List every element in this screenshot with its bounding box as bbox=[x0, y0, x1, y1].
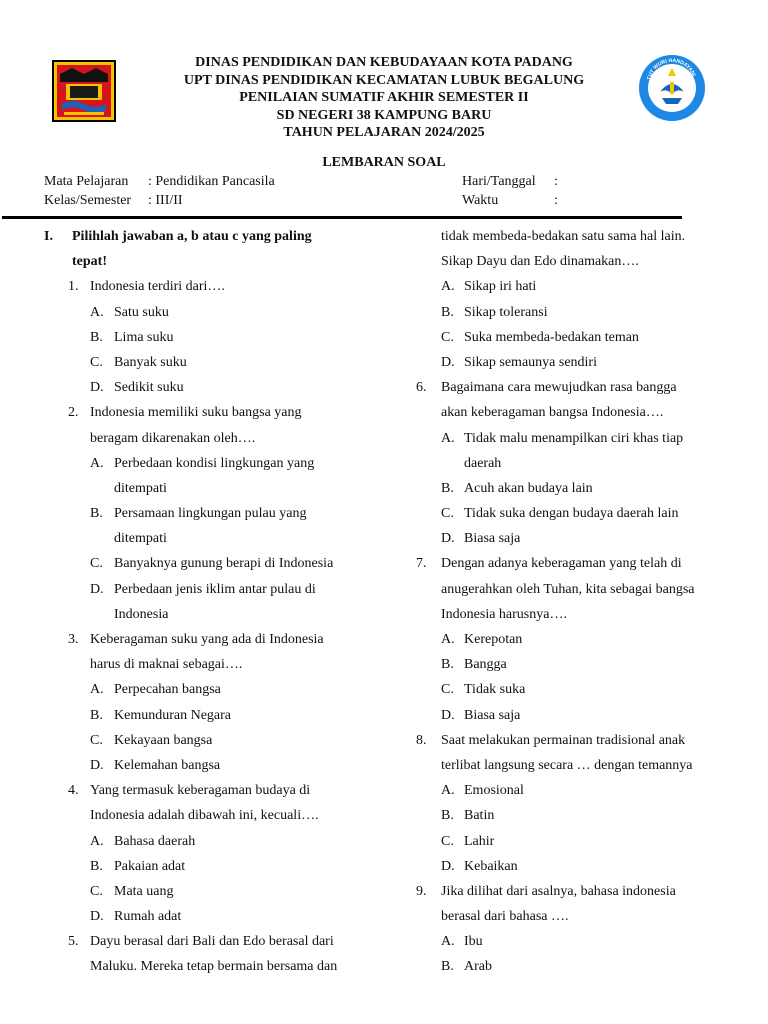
question-number: 7. bbox=[416, 556, 427, 572]
option-letter: B. bbox=[441, 480, 454, 496]
question-6 bbox=[416, 375, 746, 400]
question-5 bbox=[44, 929, 384, 954]
option-text: Acuh akan budaya lain bbox=[464, 480, 593, 496]
option-text: Emosional bbox=[464, 783, 524, 799]
question-text: akan keberagaman bangsa Indonesia…. bbox=[441, 405, 664, 421]
option bbox=[44, 854, 384, 879]
class-label: Kelas/Semester bbox=[44, 193, 132, 208]
option-letter: C. bbox=[90, 354, 103, 370]
question-text: Indonesia harusnya…. bbox=[441, 606, 567, 622]
question-3 bbox=[44, 627, 384, 652]
option-letter: A. bbox=[441, 783, 455, 799]
option-letter: C. bbox=[90, 883, 103, 899]
option-text: Kemunduran Negara bbox=[114, 707, 232, 723]
option-text: Kelemahan bangsa bbox=[114, 757, 221, 773]
emblem-text: TUT WURI HANDAYANI bbox=[646, 57, 697, 81]
question-text: Yang termasuk keberagaman budaya di bbox=[90, 783, 311, 799]
option-letter: A. bbox=[90, 682, 104, 698]
option bbox=[44, 829, 384, 854]
question-text: tidak membeda-bedakan satu sama hal lain. bbox=[441, 229, 686, 244]
question-text: anugerahkan oleh Tuhan, kita sebagai bangsa bbox=[441, 581, 695, 597]
option-text: Sikap toleransi bbox=[464, 304, 548, 320]
option-letter: D. bbox=[441, 858, 455, 874]
question-text-cont bbox=[44, 803, 384, 828]
question-text: Indonesia terdiri dari…. bbox=[90, 279, 225, 295]
option-letter: A. bbox=[90, 833, 104, 849]
time-value: : bbox=[554, 193, 558, 208]
letterhead bbox=[140, 54, 628, 142]
option-letter: A. bbox=[441, 934, 455, 950]
question-text: Dengan adanya keberagaman yang telah di bbox=[441, 556, 682, 572]
option-text: Bahasa daerah bbox=[114, 833, 196, 849]
question-text-cont bbox=[44, 954, 384, 979]
option-letter: A. bbox=[441, 279, 455, 295]
option bbox=[416, 325, 746, 350]
option-text: Kekayaan bangsa bbox=[114, 732, 213, 748]
option bbox=[44, 728, 384, 753]
question-number: 8. bbox=[416, 732, 427, 748]
option-letter: C. bbox=[441, 682, 454, 698]
question-text: Jika dilihat dari asalnya, bahasa indonesia bbox=[441, 883, 676, 899]
question-number: 6. bbox=[416, 380, 427, 396]
option bbox=[416, 829, 746, 854]
option-letter: D. bbox=[90, 581, 104, 597]
question-1 bbox=[44, 274, 384, 299]
question-text-cont bbox=[416, 249, 746, 274]
question-text: terlibat langsung secara … dengan temannya bbox=[441, 757, 693, 773]
option-letter: C. bbox=[90, 732, 103, 748]
meta-left bbox=[44, 172, 275, 210]
question-number: 5. bbox=[68, 934, 79, 950]
option-letter: D. bbox=[441, 531, 455, 547]
option-text: Banyaknya gunung berapi di Indonesia bbox=[114, 556, 334, 572]
question-text-cont bbox=[416, 400, 746, 425]
question-text: Keberagaman suku yang ada di Indonesia bbox=[90, 632, 324, 647]
option-cont bbox=[416, 451, 746, 476]
question-8 bbox=[416, 728, 746, 753]
subject-label: Mata Pelajaran bbox=[44, 174, 129, 189]
option-text: Banyak suku bbox=[114, 354, 187, 370]
option bbox=[416, 803, 746, 828]
option-letter: B. bbox=[90, 329, 103, 345]
question-text-cont bbox=[44, 426, 384, 451]
option-text: Lima suku bbox=[114, 329, 174, 345]
option-text: Lahir bbox=[464, 833, 495, 849]
option-text: ditempati bbox=[114, 531, 167, 547]
question-number: 2. bbox=[68, 405, 79, 421]
question-text: Bagaimana cara mewujudkan rasa bangga bbox=[441, 380, 677, 396]
option-letter: B. bbox=[441, 304, 454, 320]
option-text: Batin bbox=[464, 808, 495, 824]
right-column bbox=[416, 224, 746, 980]
option bbox=[416, 501, 746, 526]
option-text: Kerepotan bbox=[464, 632, 523, 647]
option bbox=[44, 350, 384, 375]
option-letter: B. bbox=[90, 858, 103, 874]
question-text: Sikap Dayu dan Edo dinamakan…. bbox=[441, 254, 639, 270]
question-7 bbox=[416, 551, 746, 576]
option-letter: B. bbox=[441, 959, 454, 975]
option bbox=[416, 426, 746, 451]
option-letter: B. bbox=[90, 707, 103, 723]
option-letter: A. bbox=[441, 430, 455, 446]
subject-value: : Pendidikan Pancasila bbox=[148, 174, 275, 189]
option-cont bbox=[44, 602, 384, 627]
option-text: Sikap iri hati bbox=[464, 279, 537, 295]
option-letter: D. bbox=[441, 354, 455, 370]
option-letter: A. bbox=[90, 304, 104, 320]
header-divider bbox=[2, 216, 682, 219]
question-text: Maluku. Mereka tetap bermain bersama dan bbox=[90, 959, 338, 975]
question-text: Indonesia memiliki suku bangsa yang bbox=[90, 405, 302, 421]
question-number: 1. bbox=[68, 279, 79, 295]
option-text: Mata uang bbox=[114, 883, 174, 899]
date-label: Hari/Tanggal bbox=[462, 174, 536, 189]
option bbox=[44, 677, 384, 702]
question-text: Saat melakukan permainan tradisional anak bbox=[441, 732, 686, 748]
question-text-cont bbox=[44, 652, 384, 677]
option bbox=[416, 526, 746, 551]
section-instruction-cont-line bbox=[44, 249, 384, 274]
option-letter: B. bbox=[441, 808, 454, 824]
option-text: Sedikit suku bbox=[114, 380, 184, 396]
option-text: Tidak suka bbox=[464, 682, 526, 698]
option bbox=[416, 703, 746, 728]
option bbox=[416, 929, 746, 954]
option-text: Indonesia bbox=[114, 606, 169, 622]
padang-city-emblem-icon bbox=[52, 60, 116, 122]
option-text: Tidak suka dengan budaya daerah lain bbox=[464, 506, 679, 522]
option-text: Satu suku bbox=[114, 304, 169, 320]
left-column bbox=[44, 224, 384, 980]
option bbox=[416, 652, 746, 677]
option-letter: D. bbox=[90, 909, 104, 925]
option-text: daerah bbox=[464, 455, 502, 471]
option bbox=[416, 300, 746, 325]
question-text: harus di maknai sebagai…. bbox=[90, 657, 243, 673]
option bbox=[44, 703, 384, 728]
option-cont bbox=[44, 476, 384, 501]
option-text: Bangga bbox=[464, 657, 507, 673]
option-letter: B. bbox=[441, 657, 454, 673]
option bbox=[44, 501, 384, 526]
question-4 bbox=[44, 778, 384, 803]
option bbox=[44, 577, 384, 602]
option-text: Tidak malu menampilkan ciri khas tiap bbox=[464, 430, 684, 446]
option-letter: C. bbox=[441, 506, 454, 522]
option-text: Ibu bbox=[464, 934, 483, 950]
letterhead-line-1: DINAS PENDIDIKAN DAN KEBUDAYAAN KOTA PADANG bbox=[195, 55, 573, 70]
meta-right bbox=[462, 172, 558, 210]
question-number: 9. bbox=[416, 883, 427, 899]
tut-wuri-handayani-emblem-icon bbox=[638, 54, 706, 122]
option-letter: C. bbox=[90, 556, 103, 572]
option-letter: D. bbox=[90, 380, 104, 396]
option-text: Suka membeda-bedakan teman bbox=[464, 329, 639, 345]
option bbox=[44, 451, 384, 476]
option-text: Rumah adat bbox=[114, 909, 182, 925]
option-letter: D. bbox=[441, 707, 455, 723]
option bbox=[416, 476, 746, 501]
option-text: Pakaian adat bbox=[114, 858, 186, 874]
letterhead-line-3: PENILAIAN SUMATIF AKHIR SEMESTER II bbox=[239, 90, 529, 105]
option-letter: C. bbox=[441, 833, 454, 849]
section-instruction: Pilihlah jawaban a, b atau c yang paling bbox=[72, 229, 312, 244]
question-9 bbox=[416, 879, 746, 904]
question-text: berasal dari bahasa …. bbox=[441, 909, 569, 925]
sheet-title: LEMBARAN SOAL bbox=[322, 155, 446, 170]
option-text: Perbedaan jenis iklim antar pulau di bbox=[114, 581, 316, 597]
option-text: Perpecahan bangsa bbox=[114, 682, 221, 698]
option bbox=[416, 274, 746, 299]
option-letter: D. bbox=[90, 757, 104, 773]
section-instruction-cont: tepat! bbox=[72, 254, 107, 270]
option bbox=[44, 879, 384, 904]
question-text-cont bbox=[416, 602, 746, 627]
question-text-cont bbox=[416, 753, 746, 778]
option-text: ditempati bbox=[114, 480, 167, 496]
option-text: Kebaikan bbox=[464, 858, 518, 874]
option-cont bbox=[44, 526, 384, 551]
letterhead-line-5: TAHUN PELAJARAN 2024/2025 bbox=[283, 125, 485, 140]
option bbox=[44, 904, 384, 929]
question-text-cont bbox=[416, 904, 746, 929]
question-text-cont bbox=[416, 577, 746, 602]
option bbox=[44, 375, 384, 400]
option bbox=[44, 753, 384, 778]
option-text: Biasa saja bbox=[464, 707, 521, 723]
option bbox=[416, 627, 746, 652]
option bbox=[416, 778, 746, 803]
question-2 bbox=[44, 400, 384, 425]
section-heading bbox=[44, 224, 384, 249]
question-text: Indonesia adalah dibawah ini, kecuali…. bbox=[90, 808, 319, 824]
option bbox=[416, 854, 746, 879]
question-text: beragam dikarenakan oleh…. bbox=[90, 430, 256, 446]
option-text: Perbedaan kondisi lingkungan yang bbox=[114, 455, 315, 471]
option-letter: B. bbox=[90, 506, 103, 522]
option-text: Arab bbox=[464, 959, 492, 975]
option bbox=[44, 325, 384, 350]
question-text: Dayu berasal dari Bali dan Edo berasal dari bbox=[90, 934, 334, 950]
option bbox=[416, 350, 746, 375]
question-text-cont bbox=[416, 224, 746, 249]
option bbox=[44, 300, 384, 325]
option-text: Sikap semaunya sendiri bbox=[464, 354, 597, 370]
option-letter: A. bbox=[90, 455, 104, 471]
option bbox=[416, 677, 746, 702]
question-number: 3. bbox=[68, 632, 79, 647]
option-text: Biasa saja bbox=[464, 531, 521, 547]
option bbox=[416, 954, 746, 979]
option-text: Persamaan lingkungan pulau yang bbox=[114, 506, 307, 522]
letterhead-line-2: UPT DINAS PENDIDIKAN KECAMATAN LUBUK BEGALUNG bbox=[183, 72, 585, 88]
option bbox=[44, 551, 384, 576]
option-letter: A. bbox=[441, 632, 455, 647]
class-value: : III/II bbox=[148, 193, 183, 208]
question-number: 4. bbox=[68, 783, 79, 799]
option-letter: C. bbox=[441, 329, 454, 345]
date-value: : bbox=[554, 174, 558, 189]
letterhead-line-4: SD NEGERI 38 KAMPUNG BARU bbox=[276, 107, 492, 123]
section-number: I. bbox=[44, 229, 53, 244]
time-label: Waktu bbox=[462, 193, 499, 208]
